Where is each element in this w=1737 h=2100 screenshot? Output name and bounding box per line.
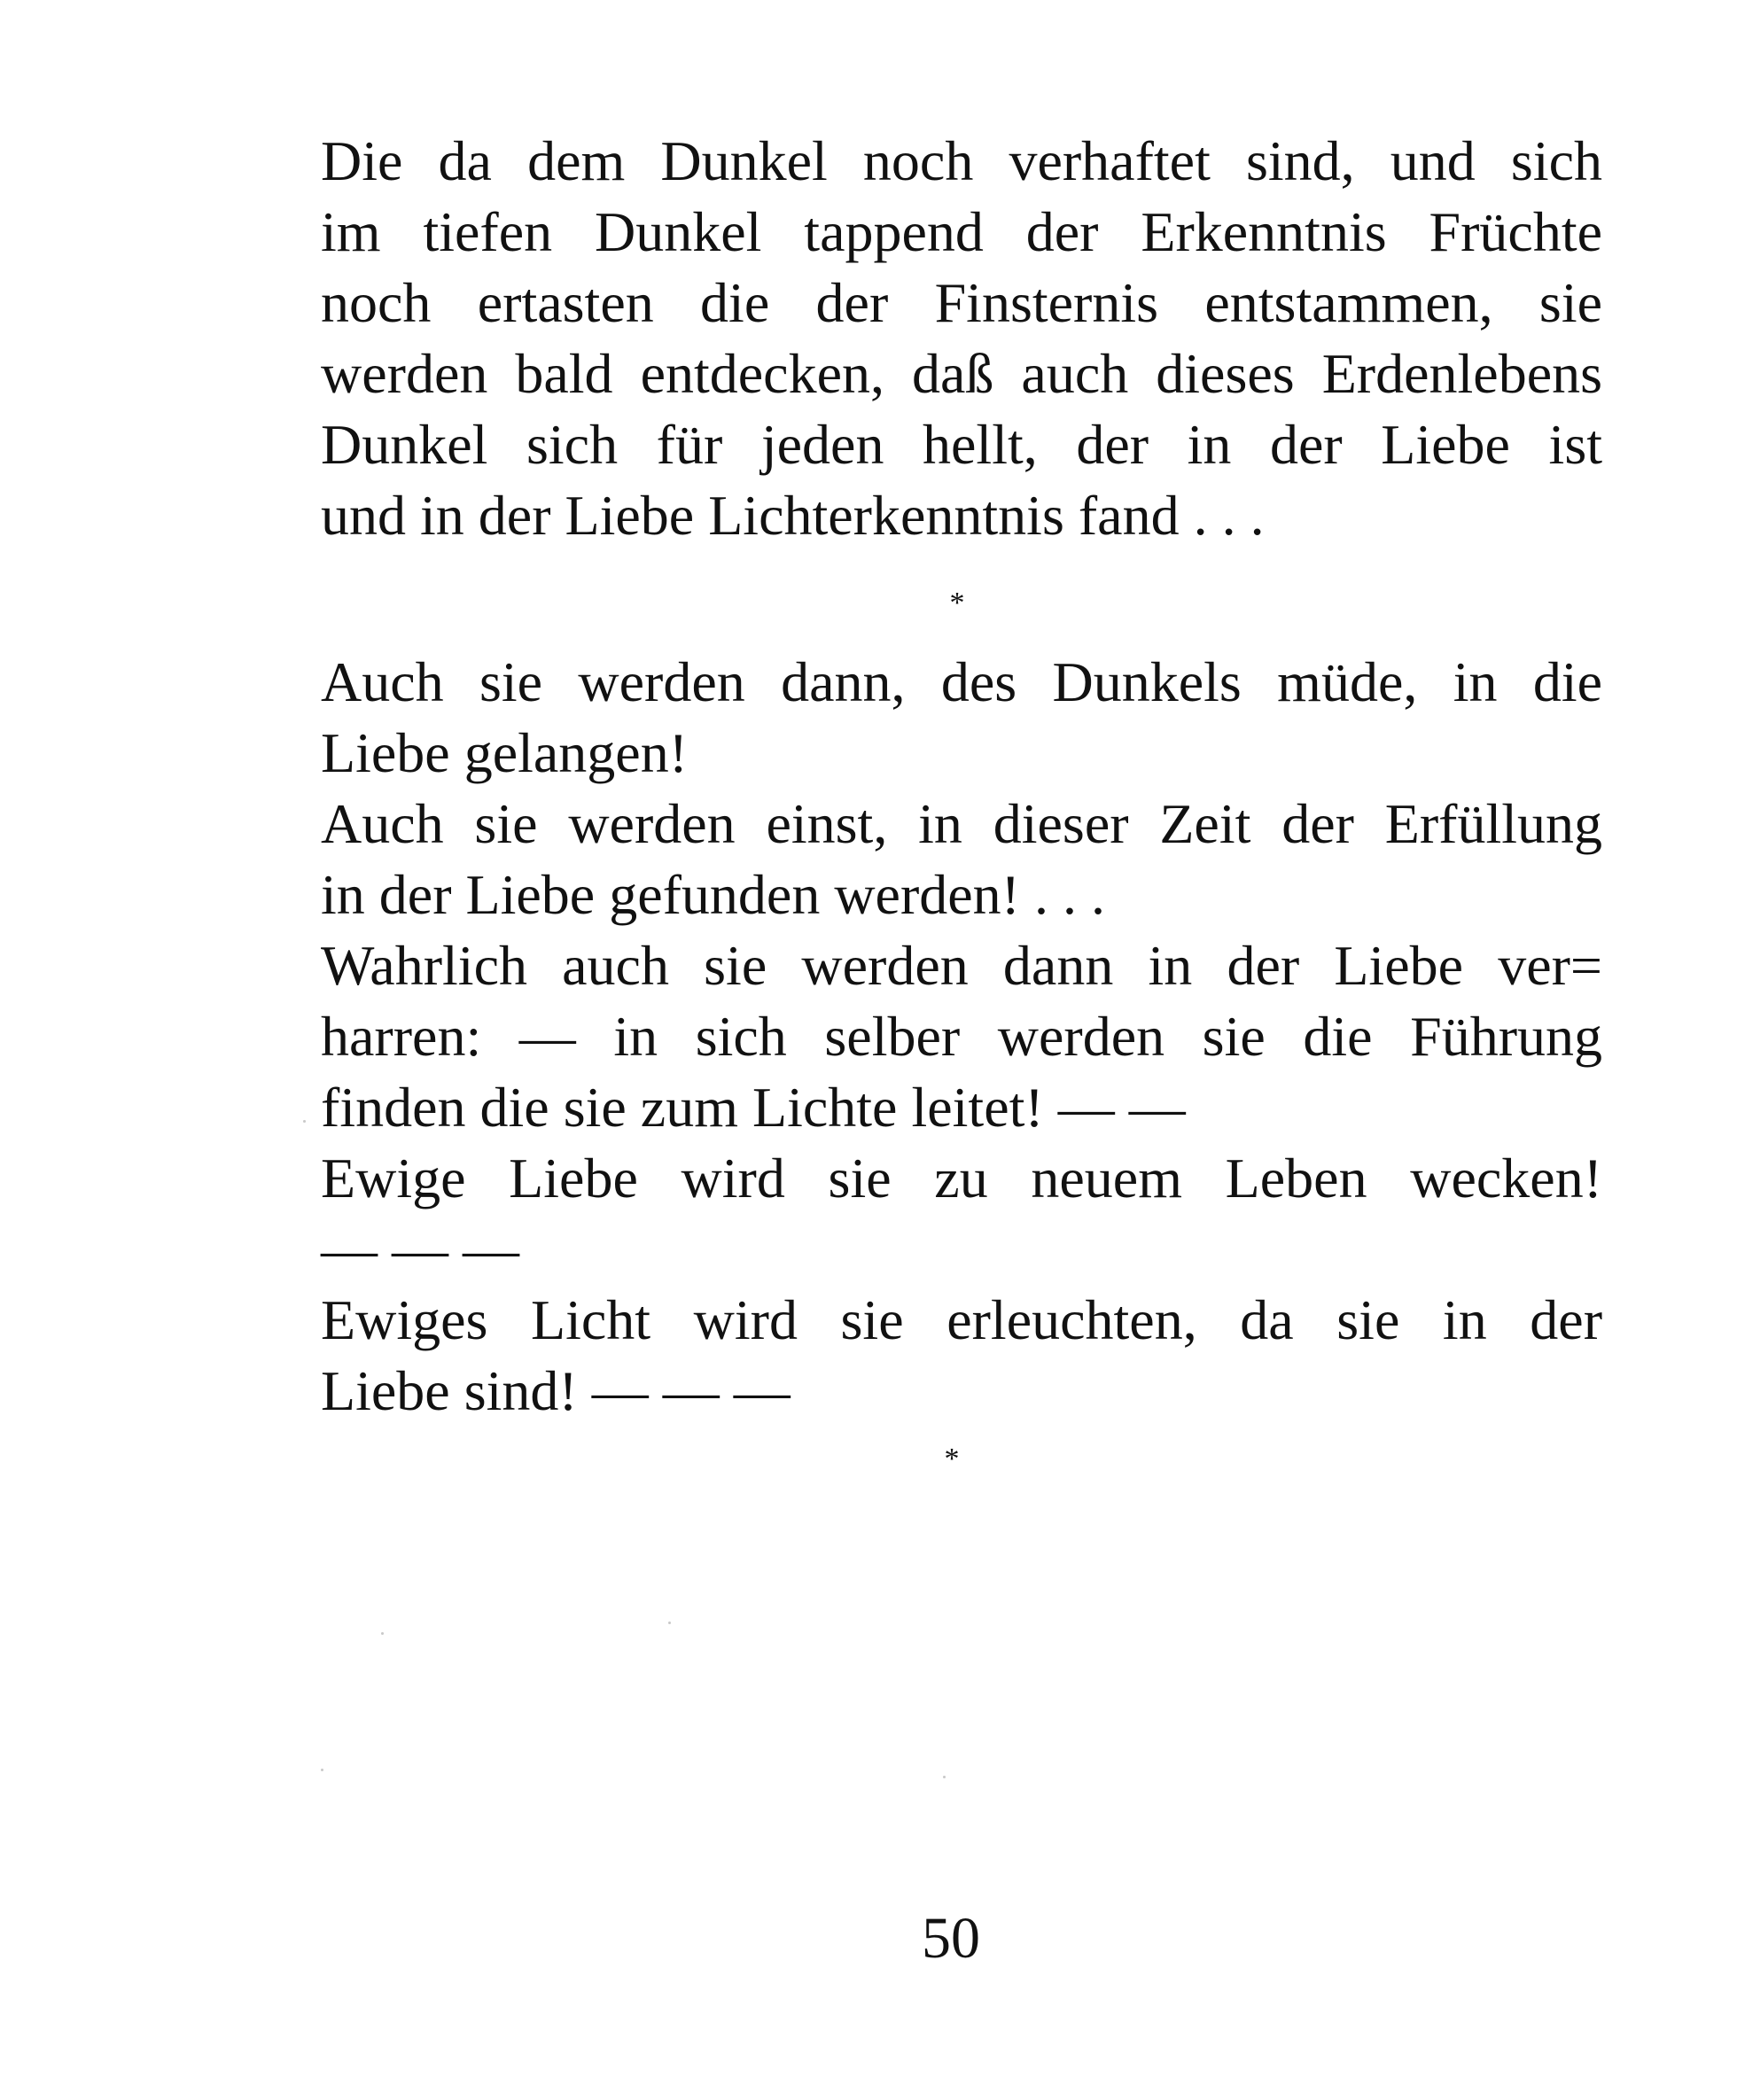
paper-speck: [943, 1776, 946, 1778]
paragraph-2: [321, 647, 1602, 1427]
page-number: 50: [922, 1906, 980, 1971]
text-line: Auch sie werden dann, des Dunkels müde, in die: [321, 650, 1602, 713]
text-line: Ewiges Licht wird sie erleuchten, da sie in der: [321, 1288, 1602, 1351]
star-separator: *: [944, 1443, 960, 1475]
paper-speck: [303, 1120, 306, 1123]
paper-speck: [668, 1622, 671, 1624]
paragraph-1: [321, 126, 1602, 551]
text-line: harren: — in sich selber werden sie die Führung: [321, 1005, 1602, 1068]
text-line: in der Liebe gefunden werden! . . .: [321, 863, 1105, 926]
text-line: werden bald entdecken, daß auch dieses Erdenlebens: [321, 342, 1602, 405]
text-line: Die da dem Dunkel noch verhaftet sind, und sich: [321, 129, 1602, 192]
paper-speck: [321, 1769, 323, 1771]
text-line: Wahrlich auch sie werden dann in der Liebe ver=: [321, 934, 1602, 997]
text-line: und in der Liebe Lichterkenntnis fand . . .: [321, 484, 1265, 547]
text-line: im tiefen Dunkel tappend der Erkenntnis Früchte: [321, 200, 1602, 263]
star-separator: *: [949, 587, 965, 619]
dash-line: — — —: [321, 1217, 519, 1280]
text-line: noch ertasten die der Finsternis entstammen, sie: [321, 271, 1602, 334]
text-line: Liebe sind! — — —: [321, 1359, 791, 1422]
text-line: Liebe gelangen!: [321, 721, 688, 784]
text-line: Ewige Liebe wird sie zu neuem Leben wecken!: [321, 1147, 1602, 1209]
paper-speck: [381, 1632, 384, 1635]
text-line: finden die sie zum Lichte leitet! — —: [321, 1076, 1186, 1139]
text-line: Dunkel sich für jeden hellt, der in der Liebe ist: [321, 413, 1602, 476]
text-line: Auch sie werden einst, in dieser Zeit der Erfüllung: [321, 792, 1602, 855]
